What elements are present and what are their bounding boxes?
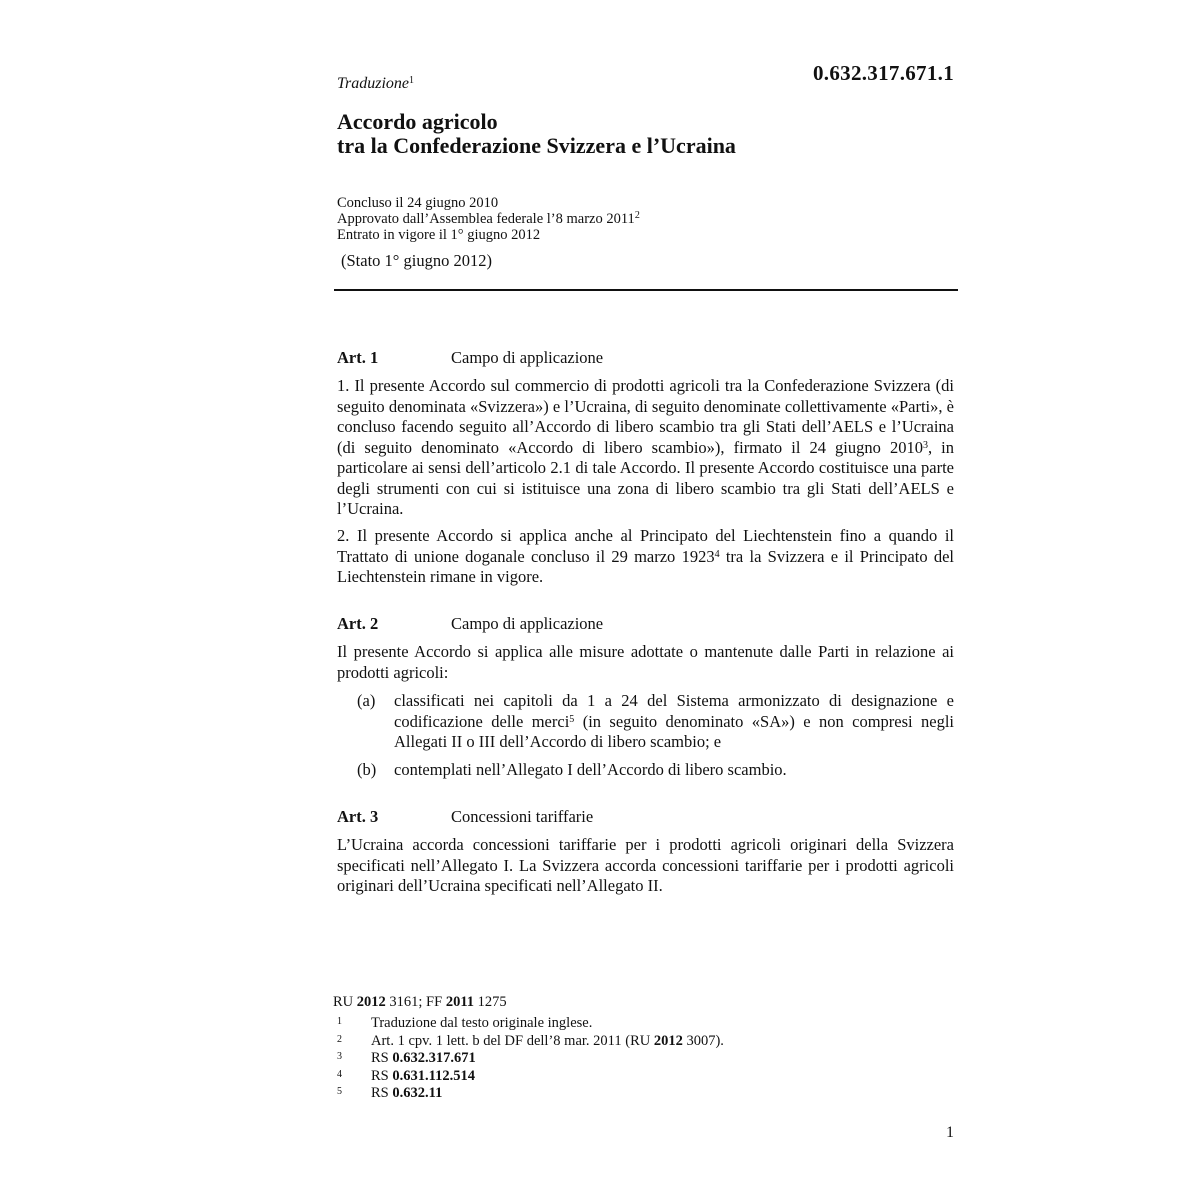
- footnote-ref-4[interactable]: 4: [714, 548, 720, 560]
- header-divider: [334, 289, 958, 291]
- footnote-5-link[interactable]: 0.632.11: [392, 1085, 443, 1101]
- title-line-2: tra la Confederazione Svizzera e l’Ucraina: [337, 133, 736, 158]
- translation-label: Traduzione$^1$: [337, 75, 415, 92]
- footnote-3-link[interactable]: 0.632.317.671: [392, 1050, 476, 1066]
- page-number: 1: [946, 1124, 954, 1141]
- art-2-item-b: contemplati nell’Allegato I dell’Accordo di libero scambio.: [394, 760, 787, 779]
- art-2-item-b-label: (b): [357, 760, 377, 779]
- footnote-3: 3 RS 0.632.317.671: [337, 1050, 476, 1066]
- footnote-ref-1[interactable]: 1: [409, 75, 415, 86]
- status-date: (Stato 1° giugno 2012): [341, 251, 492, 270]
- footnote-ref-2[interactable]: 2: [634, 210, 640, 221]
- art-1-paragraph-1: 1. Il presente Accordo sul commercio di prodotti agricoli tra la Confederazione Svizzera (di seguito denominata «Svizzera») e l’Ucraina, di seguito denominate collettivamente «Parti», è concluso facendo seguito all’Accordo di libero scambio tra gli Stati dell’AELS e l’Ucraina (di seguito denominato «Accordo di libero scambio»), firmato il 24 giugno 2010$^3$, in particolare ai sensi dell’articolo 2.1 di tale Accordo. Il presente Accordo costituisce una parte degli strumenti con cui si istituisce una zona di libero scambio tra gli Stati dell’AELS e l’Ucraina.: [337, 376, 954, 518]
- footnote-ref-5[interactable]: 5: [569, 713, 575, 725]
- art-2-number: Art. 2: [337, 614, 379, 633]
- art-2-title: Campo di applicazione: [451, 614, 604, 633]
- official-references: RU 2012 3161; FF 2011 1275: [333, 994, 507, 1010]
- footnotes: [337, 1014, 724, 1102]
- footnote-ref-3[interactable]: 3: [922, 439, 928, 451]
- approved-date: Approvato dall’Assemblea federale l’8 marzo 2011$^2$: [337, 210, 640, 227]
- concluded-date: Concluso il 24 giugno 2010: [337, 195, 499, 211]
- art-1-paragraph-2: 2. Il presente Accordo si applica anche al Principato del Liechtenstein fino a quando il Trattato di unione doganale concluso il 29 marzo 1923$^4$ tra la Svizzera e il Principato del Liechtenstein rimane in vigore.: [337, 526, 954, 586]
- footnote-1: 1 Traduzione dal testo originale inglese.: [337, 1015, 593, 1031]
- footnote-5: 5 RS 0.632.11: [337, 1085, 443, 1101]
- footnote-2: 2 Art. 1 cpv. 1 lett. b del DF dell’8 mar. 2011 (RU 2012 3007).: [337, 1032, 724, 1049]
- sr-number: 0.632.317.671.1: [813, 61, 954, 85]
- entered-into-force: Entrato in vigore il 1° giugno 2012: [337, 227, 541, 243]
- footnote-4: 4 RS 0.631.112.514: [337, 1067, 475, 1084]
- document-meta: [337, 195, 640, 243]
- art-3-text: L’Ucraina accorda concessioni tariffarie per i prodotti agricoli originari della Svizzera specificati nell’Allegato I. La Svizzera accorda concessioni tariffarie per i prodotti agricoli originari dell’Ucraina specificati nell’Allegato II.: [337, 835, 954, 895]
- art-3-title: Concessioni tariffarie: [451, 807, 594, 826]
- art-1-number: Art. 1: [337, 348, 379, 367]
- art-1-title: Campo di applicazione: [451, 348, 604, 367]
- art-2-intro: Il presente Accordo si applica alle misure adottate o mantenute dalle Parti in relazione ai prodotti agricoli:: [337, 642, 954, 682]
- art-3-number: Art. 3: [337, 807, 379, 826]
- document-title: [337, 110, 736, 158]
- title-line-1: Accordo agricolo: [337, 109, 498, 134]
- footnote-4-link[interactable]: 0.631.112.514: [392, 1067, 475, 1084]
- art-2-item-a-label: (a): [357, 691, 376, 710]
- art-2-item-a: classificati nei capitoli da 1 a 24 del Sistema armonizzato di designazione e codificazione delle merci$^5$ (in seguito denominato «SA») e non compresi negli Allegati II o III dell’Accordo di libero scambio; e: [394, 691, 954, 751]
